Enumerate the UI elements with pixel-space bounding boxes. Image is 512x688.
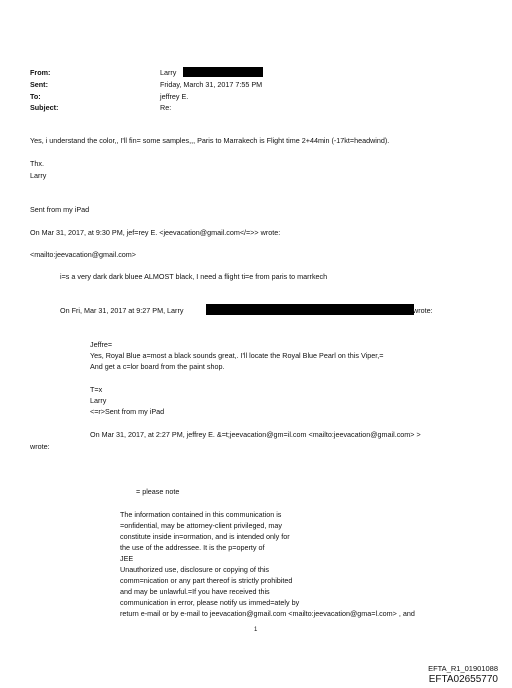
disclaimer-line: and may be unlawful.=If you have received this — [120, 587, 270, 596]
quote2-intro: On Fri, Mar 31, 2017 at 9:27 PM, Larry — [60, 306, 184, 315]
quote2-line-4: T=x — [90, 385, 103, 394]
subject-value: Re: — [160, 103, 172, 112]
body-thanks: Thx. — [30, 159, 44, 168]
body-sent-from: Sent from my iPad — [30, 205, 90, 214]
to-label: To: — [30, 92, 41, 101]
body-signature: Larry — [30, 171, 47, 180]
sent-label: Sent: — [30, 80, 48, 89]
quote2-line-5: Larry — [90, 396, 107, 405]
quote2-wrote: wrote: — [413, 306, 433, 315]
footer-bates-id-2: EFTA02655770 — [428, 674, 498, 685]
quote1-text: i=s a very dark dark bluee ALMOST black, I need a flight ti=e from paris to marrkech — [60, 272, 328, 281]
quote2-line-6: <=r>Sent from my iPad — [90, 407, 165, 416]
please-note: = please note — [136, 487, 180, 496]
disclaimer-line: The information contained in this communication is — [120, 510, 282, 519]
disclaimer-line: return e-mail or by e-mail to jeevacation@gmail.com <mailto:jeevacation@gma=l.com> , and — [120, 609, 415, 618]
subject-label: Subject: — [30, 103, 59, 112]
quote3-wrote: wrote: — [30, 442, 50, 451]
page-number: 1 — [254, 627, 258, 633]
quote1-intro: On Mar 31, 2017, at 9:30 PM, jef=rey E. <jeevacation@gmail.com</=>> wrote: — [30, 228, 281, 237]
sent-value: Friday, March 31, 2017 7:55 PM — [160, 80, 263, 89]
disclaimer-line: JEE — [120, 554, 134, 563]
disclaimer-line: Unauthorized use, disclosure or copying of this — [120, 565, 270, 574]
from-label: From: — [30, 68, 51, 77]
from-value: Larry — [160, 68, 177, 77]
disclaimer-line: =onfidential, may be attorney-client privileged, may — [120, 521, 283, 530]
disclaimer-line: constitute inside in=ormation, and is intended only for — [120, 532, 290, 541]
footer-bates-id-1: EFTA_R1_01901088 — [428, 664, 498, 673]
body-line-1: Yes, i understand the color,, I'll fin= some samples,,, Paris to Marrakech is Flight time 2+44min (-17kt=headwind). — [30, 136, 390, 145]
disclaimer-line: the use of the addressee. It is the p=operty of — [120, 543, 265, 552]
quote2-line-2: Yes, Royal Blue a=most a black sounds great,. I'll locate the Royal Blue Pearl on this Viper,= — [90, 351, 384, 360]
redaction-bar-sender — [183, 67, 263, 77]
disclaimer-line: comm=nication or any part thereof is strictly prohibited — [120, 576, 293, 585]
quote2-line-1: Jeffre= — [90, 340, 113, 349]
redaction-bar-email — [206, 304, 414, 315]
to-value: jeffrey E. — [160, 92, 189, 101]
quote1-mailto: <mailto:jeevacation@gmail.com> — [30, 250, 136, 259]
quote3-intro: On Mar 31, 2017, at 2:27 PM, jeffrey E. &=t;jeevacation@gm=il.com <mailto:jeevacation@gmail.com> > — [90, 430, 421, 439]
quote2-line-3: And get a c=lor board from the paint shop. — [90, 362, 225, 371]
disclaimer-line: communication in error, please notify us immed=ately by — [120, 598, 300, 607]
